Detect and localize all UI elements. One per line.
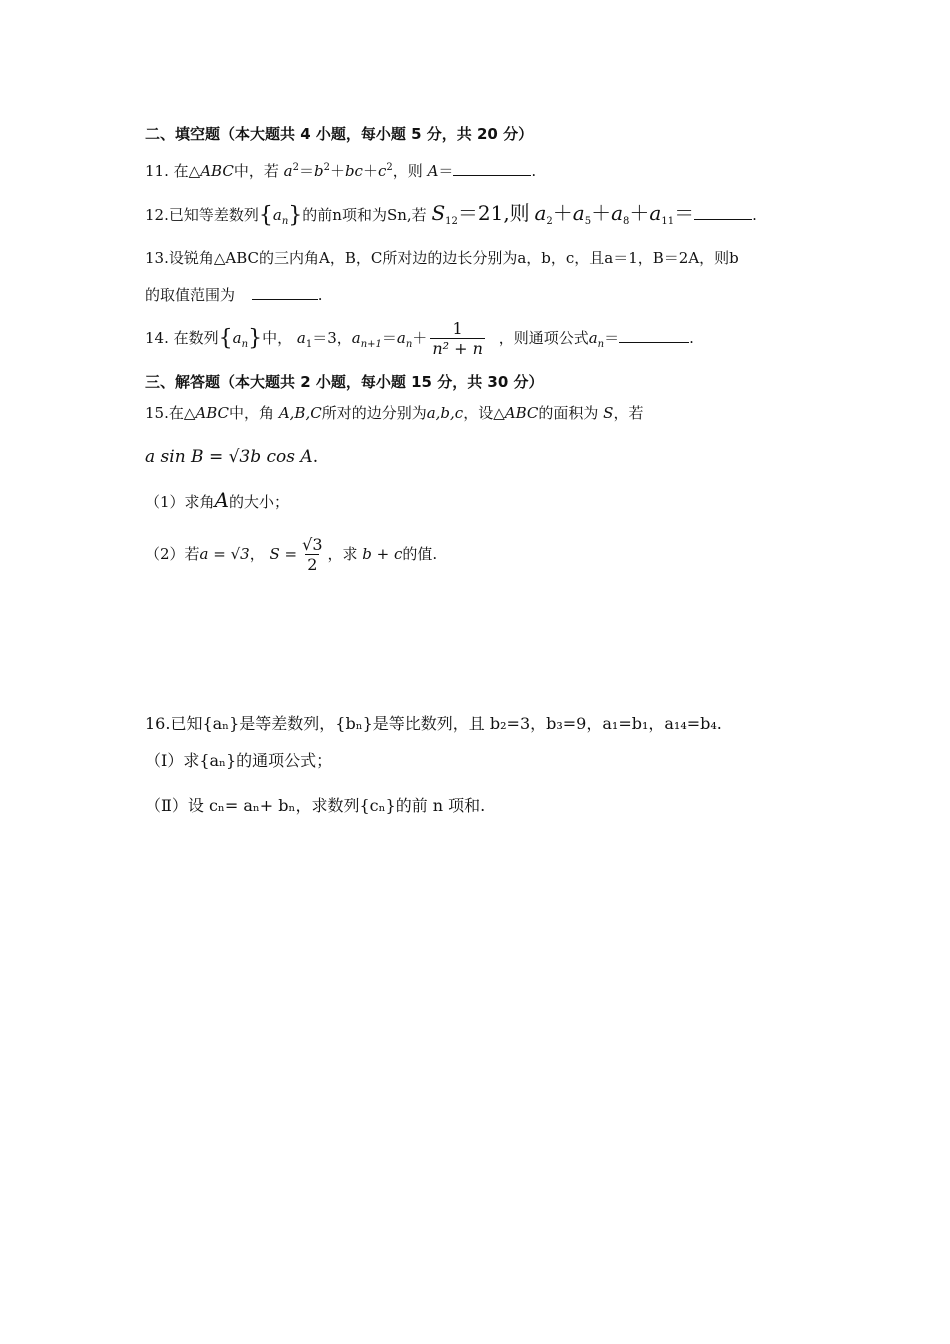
fraction: $\frac{1}{\text{n² + n}}$ xyxy=(432,319,483,358)
question-11: 11. 在△ABC中，若 $a^2=b^2+bc+c^2$，则 A＝ . xyxy=(145,162,537,180)
question-13-line-2: 的取值范围为 . xyxy=(145,286,323,304)
answer-blank-11[interactable] xyxy=(453,161,531,176)
question-16-line-1: 16.已知{aₙ}是等差数列，{bₙ}是等比数列，且 b₂=3，b₃=9，a₁=b₁，a₁₄=b₄. xyxy=(145,714,722,733)
section-3-heading: 三、解答题（本大题共 2 小题，每小题 15 分，共 30 分） xyxy=(145,373,544,391)
question-15-part-2: （2）若a = √3， S = $\frac{√3}{2}$ ，求 b + c的值. xyxy=(145,535,438,574)
question-15-equation: a sin B = √3b cos A. xyxy=(145,447,319,467)
section-2-heading: 二、填空题（本大题共 4 小题，每小题 5 分，共 20 分） xyxy=(145,125,534,143)
question-16-part-1: （Ⅰ）求{aₙ}的通项公式； xyxy=(145,751,333,770)
answer-blank-12[interactable] xyxy=(694,205,752,220)
question-16-part-2: （Ⅱ）设 cₙ= aₙ+ bₙ，求数列{cₙ}的前 n 项和. xyxy=(145,796,486,815)
question-15-part-1: （1）求角A的大小； xyxy=(145,488,290,512)
question-13-line-1: 13.设锐角△ABC的三内角A，B，C所对边的边长分别为a，b，c，且a＝1，B＝2A，则b xyxy=(145,249,739,267)
question-14: 14. 在数列$\{a_n\}$中， $a_1=3$，$a_{n+1}=a_n+$ $\frac{1}{\text{n² + n}}$ ，则通项公式$a_n=$ . xyxy=(145,319,694,358)
question-15-line-1: 15.在△ABC中，角 A,B,C所对的边分别为a,b,c，设△ABC的面积为 S，若 xyxy=(145,404,644,422)
answer-blank-13[interactable] xyxy=(252,285,318,300)
answer-blank-14[interactable] xyxy=(619,328,689,343)
question-12: 12.已知等差数列$\{a_n\}$的前n项和为Sn,若 $S_{12}=21$,则 $a_2+a_5+a_8+a_{11}=$ . xyxy=(145,201,757,228)
fraction-sqrt3-over-2: $\frac{√3}{2}$ xyxy=(302,535,323,574)
